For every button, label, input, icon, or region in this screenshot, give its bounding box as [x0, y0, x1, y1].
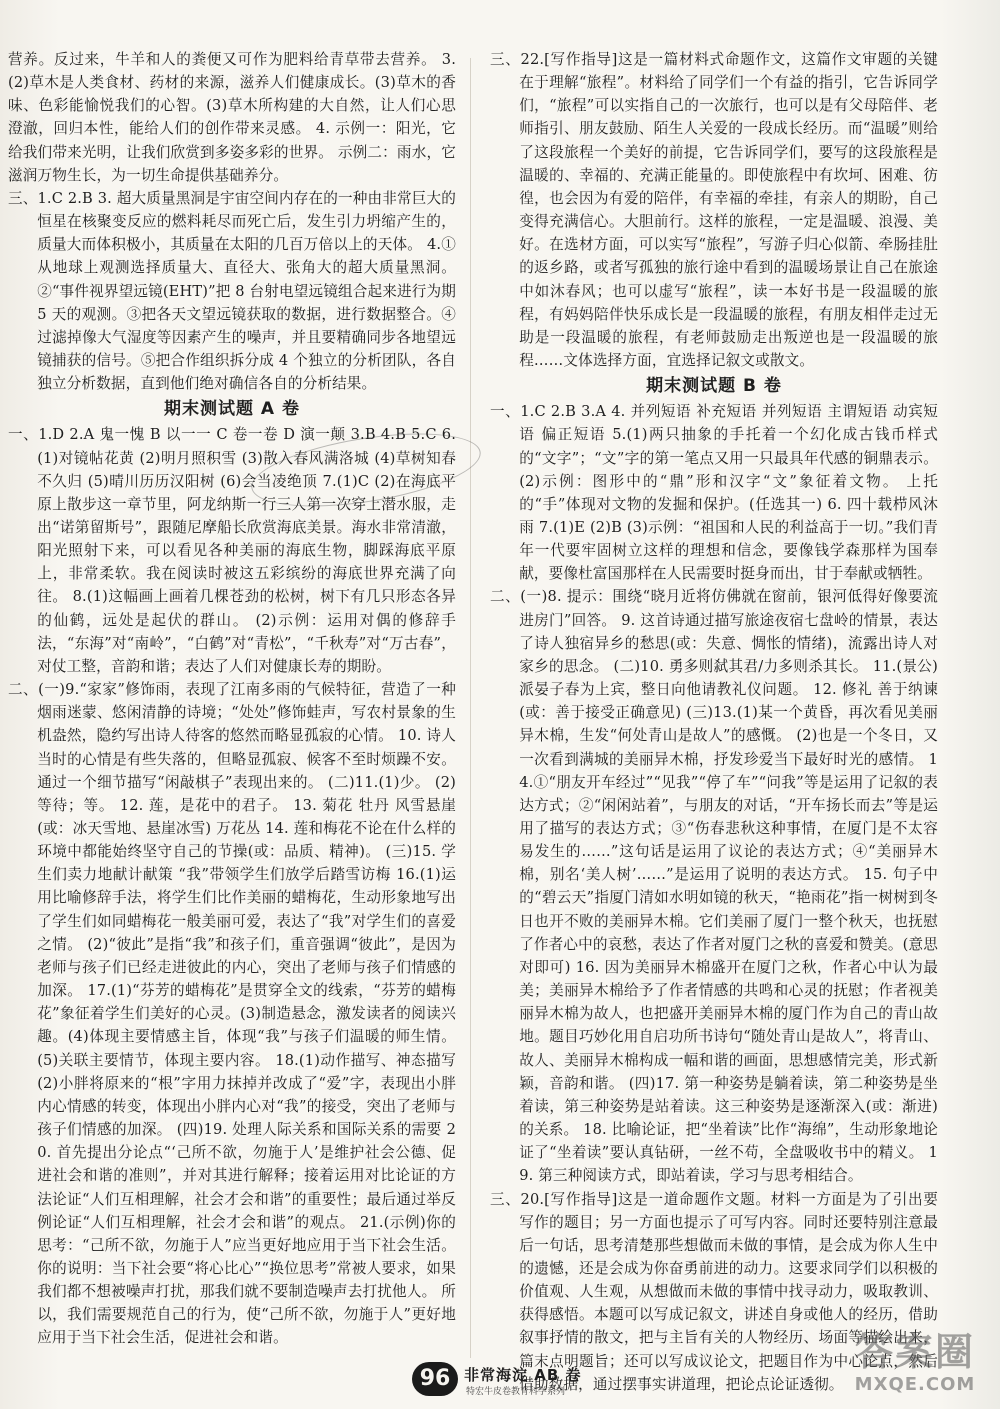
site-watermark — [840, 1330, 990, 1404]
section-3-answers: 三、1.C 2.B 3. 超大质量黑洞是宇宙空间内存在的一种由非常巨大的恒星在核聚变反应的燃料耗尽而死亡后，发生引力坍缩产生的，质量大而体积极小，其质量在太阳的几百万倍以上的天体。 4.①从地球上观测选择质量大、直径大、张角大的超大质量黑洞。②“事件视界望远镜(EHT)”把 8 台射电望远镜组合起来进行为期 5 天的观测。③把各天文望远镜获取的数据，进行数据整合。④过滤掉像大气湿度等因素产生的噪声，并且要精确同步各地望远镜捕获的信号。⑤把合作组织拆分成 4 个独立的分析团队，各自独立分析数据，直到他们绝对确信各自的分析结果。 — [8, 189, 456, 393]
exam-b-part-2: 二、(一)8. 提示：围绕“晓月近将仿佛就在窗前，银河低得好像要流进房门”回答。 9. 这首诗通过描写旅途夜宿七盘岭的情景，表达了诗人独宿异乡的愁思(或：失意、惆怅的情绪)，流露出诗人对家乡的思念。 (二)10. 勇多则弑其君/力多则杀其长。 11.(景公)派晏子春为上宾，整日向他请教礼仪问题。 12. 修礼 善于纳谏(或：善于接受正确意见) (三)13.(1)某一个黄昏，再次看见美丽异木棉，生发“何处青山是故人”的感慨。 (2)也是一个冬日，又一次看到满城的美丽异木棉，抒发珍爱当下最好时光的感情。 14.①“朋友开车经过”“见我”“停了车”“问我”等是运用了记叙的表达方式；②“闲闲站着”，与朋友的对话，“开车扬长而去”等是运用了描写的表达方式；③“伤春悲秋这种事情，在厦门是不太容易发生的……”这句话是运用了议论的表达方式；④“美丽异木棉，别名‘美人树’……”是运用了说明的表达方式。 15. 句子中的“碧云天”指厦门清如水明如镜的秋天，“艳雨花”指一树树到冬日也开不败的美丽异木棉。它们美丽了厦门一整个秋天，也抚慰了作者心中的哀愁，表达了作者对厦门之秋的喜爱和赞美。(意思对即可) 16. 因为美丽异木棉盛开在厦门之秋，作者心中认为最美；美丽异木棉给予了作者情感的共鸣和心灵的抚慰；作者视美丽异木棉为故人，也把盛开美丽异木棉的厦门作为自己的青山故地。题目巧妙化用自启功所书诗句“随处青山是故人”，将青山、故人、美丽异木棉构成一幅和谐的画面，思想感情完美，形式新颖，音韵和谐。 (四)17. 第一种姿势是躺着读，第二种姿势是坐着读，第三种姿势是站着读。这三种姿势是逐渐深入(或：渐进)的关系。 18. 比喻论证，把“坐着读”比作“海绵”，生动形象地论证了“坐着读”要认真钻研，一丝不苟，全盘吸收书中的精义。 19. 第三种阅读方式，即站着读，学习与思考相结合。 — [490, 588, 938, 1185]
series-subtitle: 特宏牛皮卷教育科学系列 — [466, 1387, 566, 1397]
left-column — [8, 48, 456, 1350]
exam-b-section-3: 三、20.[写作指导]这是一道命题作文题。材料一方面是为了引出要写作的题目；另一方面也提示了可写内容。同时还要特别注意最后一句话，思考清楚那些想做而未做的事情，是会成为你人生中的遗憾，还是会成为你奋勇前进的动力。这要求同学们以积极的价值观、人生观，从想做而未做的事情中找寻动力，吸取教训、获得感悟。本题可以写成记叙文，讲述自身或他人的经历，借助叙事抒情的散文，把与主旨有关的人物经历、场面等描绘出来，篇末点明题旨；还可以写成议论文，把题目作为中心论点，然后借助数据，通过摆事实讲道理，把论点论证透彻。 — [490, 1190, 938, 1393]
exam-a-part-1: 一、1.D 2.A 鬼一愧 B 以一一 C 卷一卷 D 演一颠 3.B 4.B 5.C 6.(1)对镜帖花黄 (2)明月照积雪 (3)散入春风满洛城 (4)草树知春不久归 (5)晴川历历汉阳树 (6)会当凌绝顶 7.(1)C (2)在海底平原上散步这一章节里，阿龙纳斯一行三人第一次穿上潜水服，走出“诺第留斯号”，跟随尼摩船长欣赏海底美景。海水非常清澈，阳光照射下来，可以看见各种美丽的海底生物，脚踩海底平原上，非常柔软。我在阅读时被这五彩缤纷的海底世界充满了向往。 8.(1)这幅画上画着几棵苍劲的松树，树下有几只形态各异的仙鹤，远处是起伏的群山。 (2)示例：运用对偶的修辞手法，“东海”对“南岭”，“白鹤”对“青松”，“千秋寿”对“万古春”，对仗工整，音韵和谐；表达了人们对健康长寿的期盼。 — [8, 426, 456, 675]
watermark-url: MXQE.COM — [854, 1374, 976, 1395]
exam-b-title: 期末测试题 B 卷 — [646, 376, 782, 397]
exam-a-title: 期末测试题 A 卷 — [164, 399, 300, 420]
section-3-writing-guide: 三、22.[写作指导]这是一篇材料式命题作文，这篇作文审题的关键在于理解“旅程”。材料给了同学们一个有益的指引，它告诉同学们，“旅程”可以实指自己的一次旅行，也可以是有父母陪伴、老师指引、朋友鼓励、陌生人关爱的一段成长经历。而“温暖”则给了这段旅程一个美好的前提，它告诉同学们，要写的这段旅程是温暖的、幸福的、充满正能量的。即使旅程中有坎坷、困难、彷徨，也会因为有爱的陪伴，有幸福的牵挂，有亲人的期盼，自己变得充满信心。大胆前行。这样的旅程，一定是温暖、浪漫、美好。在选材方面，可以实写“旅程”，写游子归心似箭、牵肠挂肚的返乡路，或者写孤独的旅行途中看到的温暖场景让自己在旅途中如沐春风；也可以虚写“旅程”，读一本好书是一段温暖的旅程，有妈妈陪伴快乐成长是一段温暖的旅程，有朋友相伴走过无助是一段温暖的旅程，有老师鼓励走出叛逆也是一段温暖的旅程……文体选择方面，宜选择记叙文或散文。 — [490, 51, 938, 370]
right-column — [490, 48, 938, 1396]
series-title: 非常海淀 AB 卷 — [464, 1366, 582, 1384]
intro-paragraph: 营养。反过来，牛羊和人的粪便又可作为肥料给青草带去营养。 3.(2)草木是人类食材、药材的来源，滋养人们健康成长。(3)草木的香味、色彩能愉悦我们的心智。(3)草木所构建的大自然，让人们心思澄澈，回归本性，能给人们的创作带来灵感。 4. 示例一：阳光，它给我们带来光明，让我们欣赏到多姿多彩的世界。 示例二：雨水，它滋润万物生长，为一切生命提供基础养分。 — [8, 51, 456, 184]
exam-a-part-2: 二、(一)9.“家家”修饰雨，表现了江南多雨的气候特征，营造了一种烟雨迷蒙、悠闲清静的诗境；“处处”修饰蛙声，写农村景象的生机盎然，隐约写出诗人待客的悠然而略显孤寂的心情。 10. 诗人当时的心情是有些失落的，但略显孤寂、候客不至时烦躁不安。 通过一个细节描写“闲敲棋子”表现出来的。 (二)11.(1)少。 (2)等待；等。 12. 莲，是花中的君子。 13. 菊花 牡丹 风雪悬崖(或：冰天雪地、悬崖冰雪) 万花丛 14. 莲和梅花不论在什么样的环境中都能始终坚守自己的节操(或：品质、精神)。 (三)15. 学生们卖力地献计献策 “我”带领学生们放学后踏雪访梅 16.(1)运用比喻修辞手法，将学生们比作美丽的蜡梅花，生动形象地写出了学生们如同蜡梅花一般美丽可爱，表达了“我”对学生们的喜爱之情。 (2)“彼此”是指“我”和孩子们，重音强调“彼此”，是因为老师与孩子们已经走进彼此的内心，突出了老师与孩子们情感的加深。 17.(1)“芬芳的蜡梅花”是贯穿全文的线索，“芬芳的蜡梅花”象征着学生们美好的心灵。(3)制造悬念，激发读者的阅读兴趣。(4)体现主要情感主旨，体现“我”与孩子们温暖的师生情。(5)关联主要情节，体现主要内容。 18.(1)动作描写、神态描写 (2)小胖将原来的“根”字用力抹掉并改成了“爱”字，表现出小胖内心情感的转变，体现出小胖内心对“我”的接受，突出了老师与孩子们情感的加深。 (四)19. 处理人际关系和国际关系的需要 20. 首先提出分论点“‘己所不欲，勿施于人’是维护社会公德、促进社会和谐的准则”，并对其进行解释；接着运用对比论证的方法论证“人们互相理解，社会才会和谐”的重要性；最后通过举反例论证“人们互相理解，社会才会和谐”的观点。 21.(示例)你的思考：“己所不欲，勿施于人”应当更好地应用于当下社会生活。 你的说明：当下社会要“将心比心”“换位思考”常被人要求，如果我们都不想被噪声打扰，那我们就不要制造噪声去打扰他人。 所以，我们需要规范自己的行为，使“己所不欲，勿施于人”更好地应用于当下社会生活，促进社会和谐。 — [8, 681, 456, 1347]
exam-b-part-1: 一、1.C 2.B 3.A 4. 并列短语 补充短语 并列短语 主谓短语 动宾短语 偏正短语 5.(1)两只抽象的手托着一个幻化成古钱币样式的“文字”；“文”字的第一笔点又用一只最具年代感的铜鼎表示。 (2)示例：图形中的“鼎”形和汉字“文”象征着文物。 上托的“手”体现对文物的发掘和保护。(任选其一) 6. 四十载栉风沐雨 7.(1)E (2)B (3)示例：“祖国和人民的利益高于一切。”我们青年一代要牢固树立这样的理想和信念，要像钱学森那样为国奉献，要像杜富国那样在人民需要时挺身而出，甘于奉献或牺牲。 — [490, 403, 938, 583]
watermark-logo: 答案圈 — [854, 1330, 975, 1374]
column-divider — [470, 58, 471, 1358]
page-number: 96 — [412, 1362, 458, 1396]
